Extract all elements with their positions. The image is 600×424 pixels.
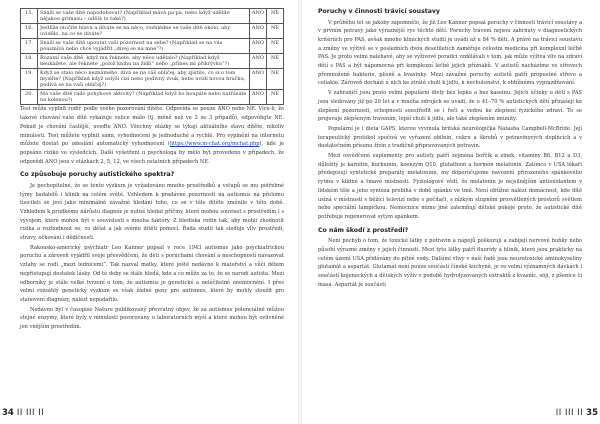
question-number: 15. [21,9,38,24]
paragraph-digestive-1: V průběhu let se jakoby zapomnělo, že již Leo Kanner popsal poruchy v činnosti trávicí soustavy a v prvním potravy jako výraznější rys těchto dětí. Poruchy trávení nejsou zahrnuty v diagnostických kritériích pro PAS, avšak mnoho klinických studií je uvádí až u 84 % dětí. A právě na trávicí soustavu a změny ve výživě se v posledních dvou desetiletích zaměřuje celostní medicína při komplexní léčbě PAS. Je proto velmi nalehavé, aby se výživové poradci vzdělávali v tom, jak může výživa vliv na zdraví dětí s PAS a být nápomocná při komplexní léčbě jejich příznaků. V autistů nacházíme ve střevech přemnožené bakterie, plísně a kvasinky. Mezi závažné poruchy autistů patří propustné střevo a celiakie. Zároveň dochází u nich ke ztrátě chuti k jídlu, k nechutenství, k obtížnému vyprazdňování. [318,19,582,87]
answer-no: NE [267,24,284,39]
footer-bars-decoration: II III II [555,408,584,418]
table-row [21,54,284,69]
paragraph-kanner: Rakousko-americký psychiatr Leo Kanner popsal v roce 1943 autismus jako psychiatrickou poruchu a zároveň vyjádřil svoje přesvědčení, že děti s poruchami chování a neschopností navazovat vztahy se rodí „mezi lednicemi“. Tak nazval matky, které ještě nedávno k mateřství a vůči dětem nepřistupují dostatek lásky. Od té doby se stále hledá, kdo a co může za to, že se narodí autista. Mezi odborníky je stále velké tvrzení o tom, že autismus je genetické a neléčitelné onemocnění. I přes velmi rozsáhlý genetický výzkum se však žádné geny pro autismus, které by mohly sloužit pro stanovení diagnózy, nalézt nepodařilo. [20,244,284,303]
heading-environment: Co nám škodí z prostředí? [318,226,409,234]
table-row [21,90,284,105]
answer-no: NE [267,90,284,105]
answer-no: NE [267,39,284,54]
question-number: 20. [21,90,38,105]
question-text: Jestliže otočíte hlavu a díváte se na něco, rozhlédne se vaše dítě okolo, aby uvidělo, na co se díváte? [38,24,250,39]
page-number: 35 [586,408,598,418]
answer-no: NE [267,9,284,24]
table-row [21,69,284,90]
answer-yes: ANO [249,9,266,24]
paragraph-gaps: Populární je i dieta GAPS, kterou vyvinula britská neurologička Natasha Campbell-McBride. Její terapeutický protokol spočívá ve vyřazení obilnin, cukru a škrobů v potravinových doplňcích a v dostatečném přísunu živin z tradičně připravovaných potravin. [318,125,582,150]
answer-yes: ANO [249,39,266,54]
question-text: Když se stalo něco neznámého, dívá se na váš obličej, aby zjistilo, co si o tom myslíte? (Například když uslyší cizí nebo podivný zvuk, nebo uvidí novou hračku, podívá se na vaši obličej?) [38,69,250,90]
answer-yes: ANO [249,69,266,90]
question-number: 16. [21,24,38,39]
m-chat-link[interactable]: https://www.m-chat.org/mchat.php [169,141,260,148]
table-row [21,24,284,39]
page-number: 34 [2,408,14,418]
question-number: 19. [21,69,38,90]
question-text: Má vaše dítě rádo pohybové aktivity? (Například když ho houpáte nebo natřásáte na kolenou?) [38,90,250,105]
questionnaire-table [20,8,284,105]
footer-bars-decoration: II III II [16,408,45,418]
left-page-content [20,8,284,333]
table-row [21,39,284,54]
left-page [0,0,298,424]
question-text: Snaží se vaše dítě upoutat vaši pozornost na sebe? (Například se na vás pousmívá nebo chce vyjádřit „dívej se na mne“?) [38,39,250,54]
paragraph-toxins: Není pochyb o tom, že toxické látky z potravin a nápojů poškozují a zabíjejí nervové buňky nebo působí výrazné změny v jejich činnosti. Mezi tyto látky patří fluoridy a hliník, které jsou prakticky na celém území USA přidávány do pitné vody. Dalšími vlivy v naší řadě jsou neurotoxické aminokyseliny glutamát a aspartát. Glutamát není pouze součástí čínské kuchyně, je ve velmi významných dávkách i součástí kojeneckých a dětských výživ v podobě hydrolyzovaných extraktů z kvasnic, sóji, z pšenice či masa. Aspartát je součástí [318,238,582,288]
question-number: 18. [21,54,38,69]
answer-yes: ANO [249,54,266,69]
question-number: 17. [21,39,38,54]
table-row [21,9,284,24]
left-page-footer [2,408,44,418]
paragraph-research: Je pochopitelné, že se tento výzkum je vyžadováno mnoho prostředků a vstupů se mu potřebné týmy badatelů i klinik na celém světě. Vzhledem k pradávné pozornosti na autismus na přelomu tisíciletí se jeví jako minimálně závažné hledání toho, co se v těle dítěte změnilo v této době. Vzhledem k prudkému nárůstu diagnóz je nutné hledat příčiny, které mohou souviset s prostředím i s vývojem, které mohou být v souvislosti s mnoha faktory. Z hlediska rodin tak, aby mohli zhodnotit rizika a rozhodnout se, co dělat a jak svému dítěti pomoci. Řada studií tak sleduje vliv prostředí, stravy, očkování i dědičnosti. [20,182,284,242]
heading-causes: Co způsobuje poruchy autistického spektra? [20,171,175,179]
answer-no: NE [267,54,284,69]
paragraph-supplements: Mezi osvědčené suplementy pro autisty patří zejména hořčík a zinek, vitamíny B6, B12 a D3, důležitý je karnitin, kurkumin, koenzym Q10, glutathion a hormon melatonin. Zatímco v USA lékaři předepisují syntetické preparáty melatoninu, my doporučujeme navození přirozeného spánkového rytmu v klidné a tmavé místnosti. Fyziologové vědí, že melatonin je nejsilnějším antioxidantem v lidském těle a jeho syntéza probíhá v době spánku ve tmě. Není obtížné nalézt domácnost, kde dítě usíná v místnosti s běžící televizí nebo s počítači, s nízkým stupněm prosvětlených prostorů světlem nebo speciální lampičkou. Nemocnice mimo jiné zatemňují dětské pokoje proto, že autistické dítě potřebuje regenerovat sytým spánkem. [318,153,582,220]
question-text: Rozumí vaše dítě, když mu řeknete, aby něco udělalo? (Například když neukážete, ale řeknete „polož knihu na židli“ nebo „přines mi přikrývku“?) [38,54,250,69]
right-page-content [318,8,582,290]
right-page-footer [556,408,598,418]
answer-yes: ANO [249,90,266,105]
paragraph-nature: Nedávno byl v časopise Nature publikovaný převratný objev, že za autismus potenciálně můžou stejné enzymy, které byly v minulosti pozorovány u laboratorních myší a které mohou být ovlivněné jen vnějším prostředím. [20,306,284,331]
right-page [302,0,600,424]
paragraph-digestive-2: V zahraničí jsou proto velmi populární diety bez lepku a bez kaseinu. Jejich účinky u dětí s PAS jsou sledovány již po 20 let a v mnoha zdrojích se uvádí, že u 41–70 % autistických dětí přinášejí ke zlepšení pozornosti, schopnosti soustředit se i řeči a vedou ke zlepšení fyzického zdraví. To se projevuje zlepšeným trávením, lepší chutí k jídlu, ale také zlepšením imunity. [318,90,582,123]
paragraph-test-instructions: Test může vyplnit rodič podle svého pozorování dítěte. Odpovídá se pouze ANO nebo NE. Více-li, že takové chování vaše dítě vykazuje velice málo (tj. méně než ve 2 ze 3 případů), odpovídejte NE. Pokud je chování častější, uveďte ANO. Všechny otázky se týkají aktuálního stavu dítěte, nikoliv minulosti. Test můžete vyplnit sami, vyhodnocení je jednoduché a rychlé. Pro vyplnění na internetu můžete dostat po odeslání automatický vyhodnocení (https://www.m-chat.org/mchat.php), kde je popsáno riziko ve výsledcích. Další vyšetření u psychologa by mělo být provedeno v případech, že odpovědi ANO jsou v otázkách 2, 5, 12, ve všech ostatních případech NE. [20,106,284,165]
answer-no: NE [267,69,284,90]
question-text: Snaží se vaše dítě napodobovat? (Například mává pa-pa, nebo když udělíte nějakou grimasu – udělá to také?) [38,9,250,24]
answer-yes: ANO [249,24,266,39]
heading-digestive: Poruchy v činnosti trávicí soustavy [318,8,440,15]
